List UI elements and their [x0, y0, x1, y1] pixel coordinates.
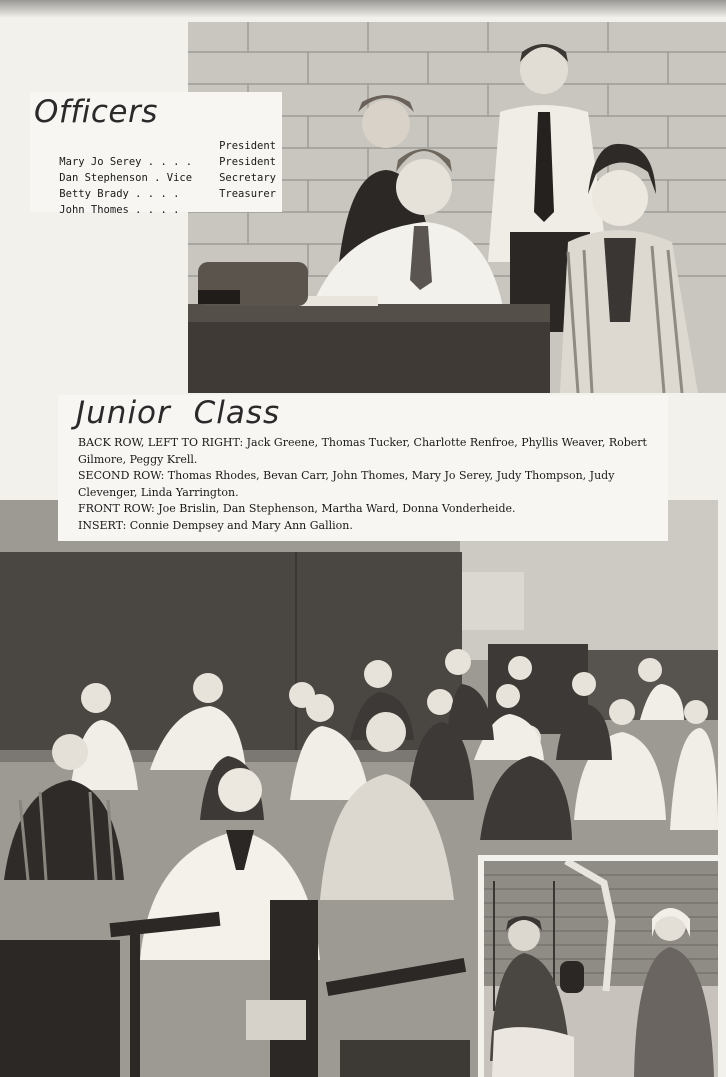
officers-caption — [30, 92, 282, 216]
roster-second-row: SECOND ROW: Thomas Rhodes, Bevan Carr, John Thomes, Mary Jo Serey, Judy Thompson, Judy Clevenger, Linda Yarrington. — [78, 469, 615, 499]
officer-name: Dan Stephenson . Vice — [59, 172, 193, 184]
roster-insert: INSERT: Connie Dempsey and Mary Ann Gallion. — [78, 518, 353, 532]
junior-class-heading: Junior Class — [76, 395, 281, 431]
roster-front-row: FRONT ROW: Joe Brislin, Dan Stephenson, Martha Ward, Donna Vonderheide. — [78, 502, 516, 516]
officer-role: President — [219, 156, 276, 168]
officer-role: President — [219, 140, 276, 152]
officer-row — [34, 138, 276, 168]
officer-row — [34, 186, 276, 216]
officer-name: Betty Brady . . . . — [59, 188, 180, 200]
page-top-edge — [0, 0, 726, 18]
officer-name: Mary Jo Serey . . . . — [59, 156, 193, 168]
officer-name: John Thomes . . . . — [59, 204, 180, 216]
junior-class-caption — [58, 395, 668, 541]
roster-back-row: BACK ROW, LEFT TO RIGHT: Jack Greene, Thomas Tucker, Charlotte Renfroe, Phyllis Weaver, Robert Gilmore, Peggy Krell. — [78, 436, 647, 466]
roster-text — [78, 435, 666, 535]
officer-role: Secretary — [219, 172, 276, 184]
officer-role: Treasurer — [219, 188, 276, 200]
officers-heading: Officers — [34, 94, 158, 130]
insert-photo — [484, 861, 718, 1077]
